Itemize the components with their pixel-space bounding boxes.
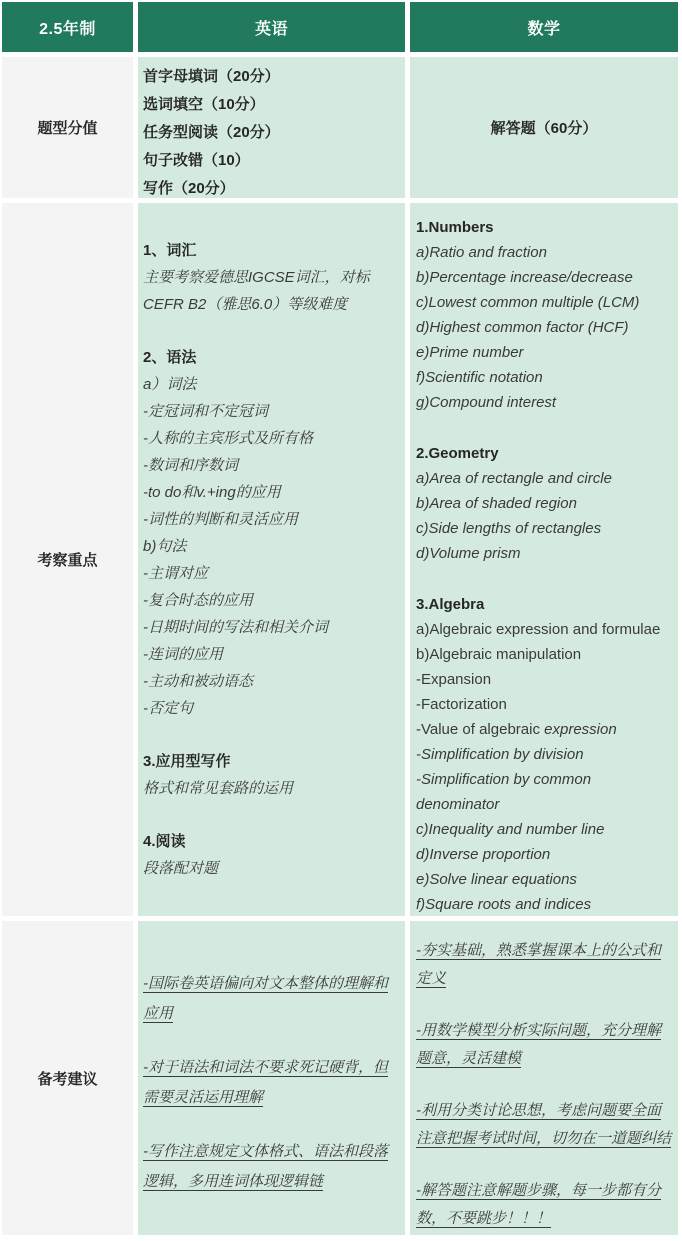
text-line: -人称的主宾形式及所有格 — [143, 430, 313, 447]
text-line: -日期时间的写法和相关介词 — [143, 619, 328, 636]
text-line: 4.阅读 — [143, 833, 186, 850]
text-segment: -Value of algebraic — [416, 721, 545, 738]
text-line: -对于语法和词法不要求死记硬背，但需要灵活运用理解 — [143, 1059, 388, 1106]
header-cell-math — [410, 2, 678, 52]
text-line: -主谓对应 — [143, 565, 208, 582]
text-line: -Factorization — [416, 696, 507, 713]
text-line: 3.应用型写作 — [143, 753, 231, 770]
line-spacer — [143, 1113, 397, 1137]
text-line: -国际卷英语偏向对文本整体的理解和应用 — [143, 975, 388, 1022]
text-line: -复合时态的应用 — [143, 592, 253, 609]
header-program-label: 2.5年制 — [39, 20, 96, 38]
text-line: 选词填空（10分） — [143, 96, 265, 113]
text-line: -Expansion — [416, 671, 492, 688]
text-line: a）词法 — [143, 376, 197, 393]
text-line: b)Area of shaded region — [416, 495, 577, 512]
cell-question-types-english — [138, 57, 405, 198]
text-line: d)Highest common factor (HCF) — [416, 319, 629, 336]
text-line: 主要考察爱德思IGCSE词汇，对标CEFR B2（雅思6.0）等级难度 — [143, 269, 370, 313]
cell-exam-focus-math — [410, 203, 678, 916]
text-line: -to do和v.+ing的应用 — [143, 484, 281, 501]
text-line: 1、词汇 — [143, 242, 197, 259]
text-line: c)Lowest common multiple (LCM) — [416, 294, 640, 311]
exam-focus-label: 考察重点 — [37, 552, 98, 569]
text-line: g)Compound interest — [416, 394, 557, 411]
cell-prep-advice-english — [138, 921, 405, 1235]
text-line: -Simplification by common denominator — [416, 771, 592, 813]
line-spacer — [416, 993, 672, 1017]
text-line: c)Side lengths of rectangles — [416, 520, 602, 537]
text-line: 1.Numbers — [416, 219, 494, 236]
line-spacer — [416, 415, 674, 441]
text-line: f)Square roots and indices — [416, 896, 592, 913]
line-spacer — [143, 318, 401, 344]
row-label-exam-focus — [2, 203, 133, 916]
header-english-label: 英语 — [254, 20, 288, 38]
cell-question-types-math — [410, 57, 678, 198]
cell-prep-advice-math — [410, 921, 678, 1235]
header-cell-program — [2, 2, 133, 52]
text-line: -主动和被动语态 — [143, 673, 253, 690]
text-line: a)Algebraic expression and formulae — [416, 621, 661, 638]
text-line: 格式和常见套路的运用 — [143, 780, 294, 797]
text-line: -写作注意规定文体格式、语法和段落逻辑，多用连词体现逻辑链 — [143, 1143, 388, 1190]
text-line: -解答题注意解题步骤，每一步都有分数，不要跳步！！！ — [416, 1182, 661, 1227]
text-line: -Simplification by division — [416, 746, 584, 763]
text-line: 写作（20分） — [143, 180, 235, 197]
text-line: b)句法 — [143, 538, 187, 555]
text-line: b)Algebraic manipulation — [416, 646, 582, 663]
cell-exam-focus-english — [138, 203, 405, 916]
text-line: a)Area of rectangle and circle — [416, 470, 612, 487]
line-spacer — [416, 1153, 672, 1177]
text-line: e)Solve linear equations — [416, 871, 577, 888]
line-spacer — [143, 802, 401, 828]
text-line: 2.Geometry — [416, 445, 499, 462]
text-line: -夯实基础，熟悉掌握课本上的公式和定义 — [416, 942, 661, 987]
text-line — [416, 717, 674, 742]
text-line: e)Prime number — [416, 344, 524, 361]
text-line: a)Ratio and fraction — [416, 244, 547, 261]
text-line: -利用分类讨论思想，考虑问题要全面注意把握考试时间，切勿在一道题纠结 — [416, 1102, 672, 1147]
line-spacer — [416, 566, 674, 592]
prep-advice-label: 备考建议 — [37, 1070, 98, 1088]
line-spacer — [143, 1029, 397, 1053]
text-line: 首字母填词（20分） — [143, 68, 280, 85]
text-line: d)Inverse proportion — [416, 846, 551, 863]
header-math-label: 数学 — [527, 20, 561, 38]
text-line: -否定句 — [143, 700, 193, 717]
text-line: 任务型阅读（20分） — [143, 124, 280, 141]
text-line: f)Scientific notation — [416, 369, 543, 386]
text-line: 段落配对题 — [143, 860, 219, 877]
header-cell-english — [138, 2, 405, 52]
text-line: 2、语法 — [143, 349, 197, 366]
text-line: 解答题（60分） — [490, 120, 598, 137]
text-line: -定冠词和不定冠词 — [143, 403, 268, 420]
text-line: 句子改错（10） — [143, 152, 250, 169]
row-label-prep-advice — [2, 921, 133, 1235]
text-line: b)Percentage increase/decrease — [416, 269, 633, 286]
question-types-label: 题型分值 — [37, 120, 98, 137]
text-line: 3.Algebra — [416, 596, 485, 613]
text-line: c)Inequality and number line — [416, 821, 605, 838]
text-line: -用数学模型分析实际问题，充分理解题意，灵活建模 — [416, 1022, 661, 1067]
text-line: -连词的应用 — [143, 646, 223, 663]
line-spacer — [143, 722, 401, 748]
line-spacer — [416, 1073, 672, 1097]
row-label-question-types — [2, 57, 133, 198]
text-line: d)Volume prism — [416, 545, 521, 562]
text-line: -数词和序数词 — [143, 457, 238, 474]
text-line: -词性的判断和灵活应用 — [143, 511, 298, 528]
text-segment-italic: expression — [544, 721, 617, 738]
